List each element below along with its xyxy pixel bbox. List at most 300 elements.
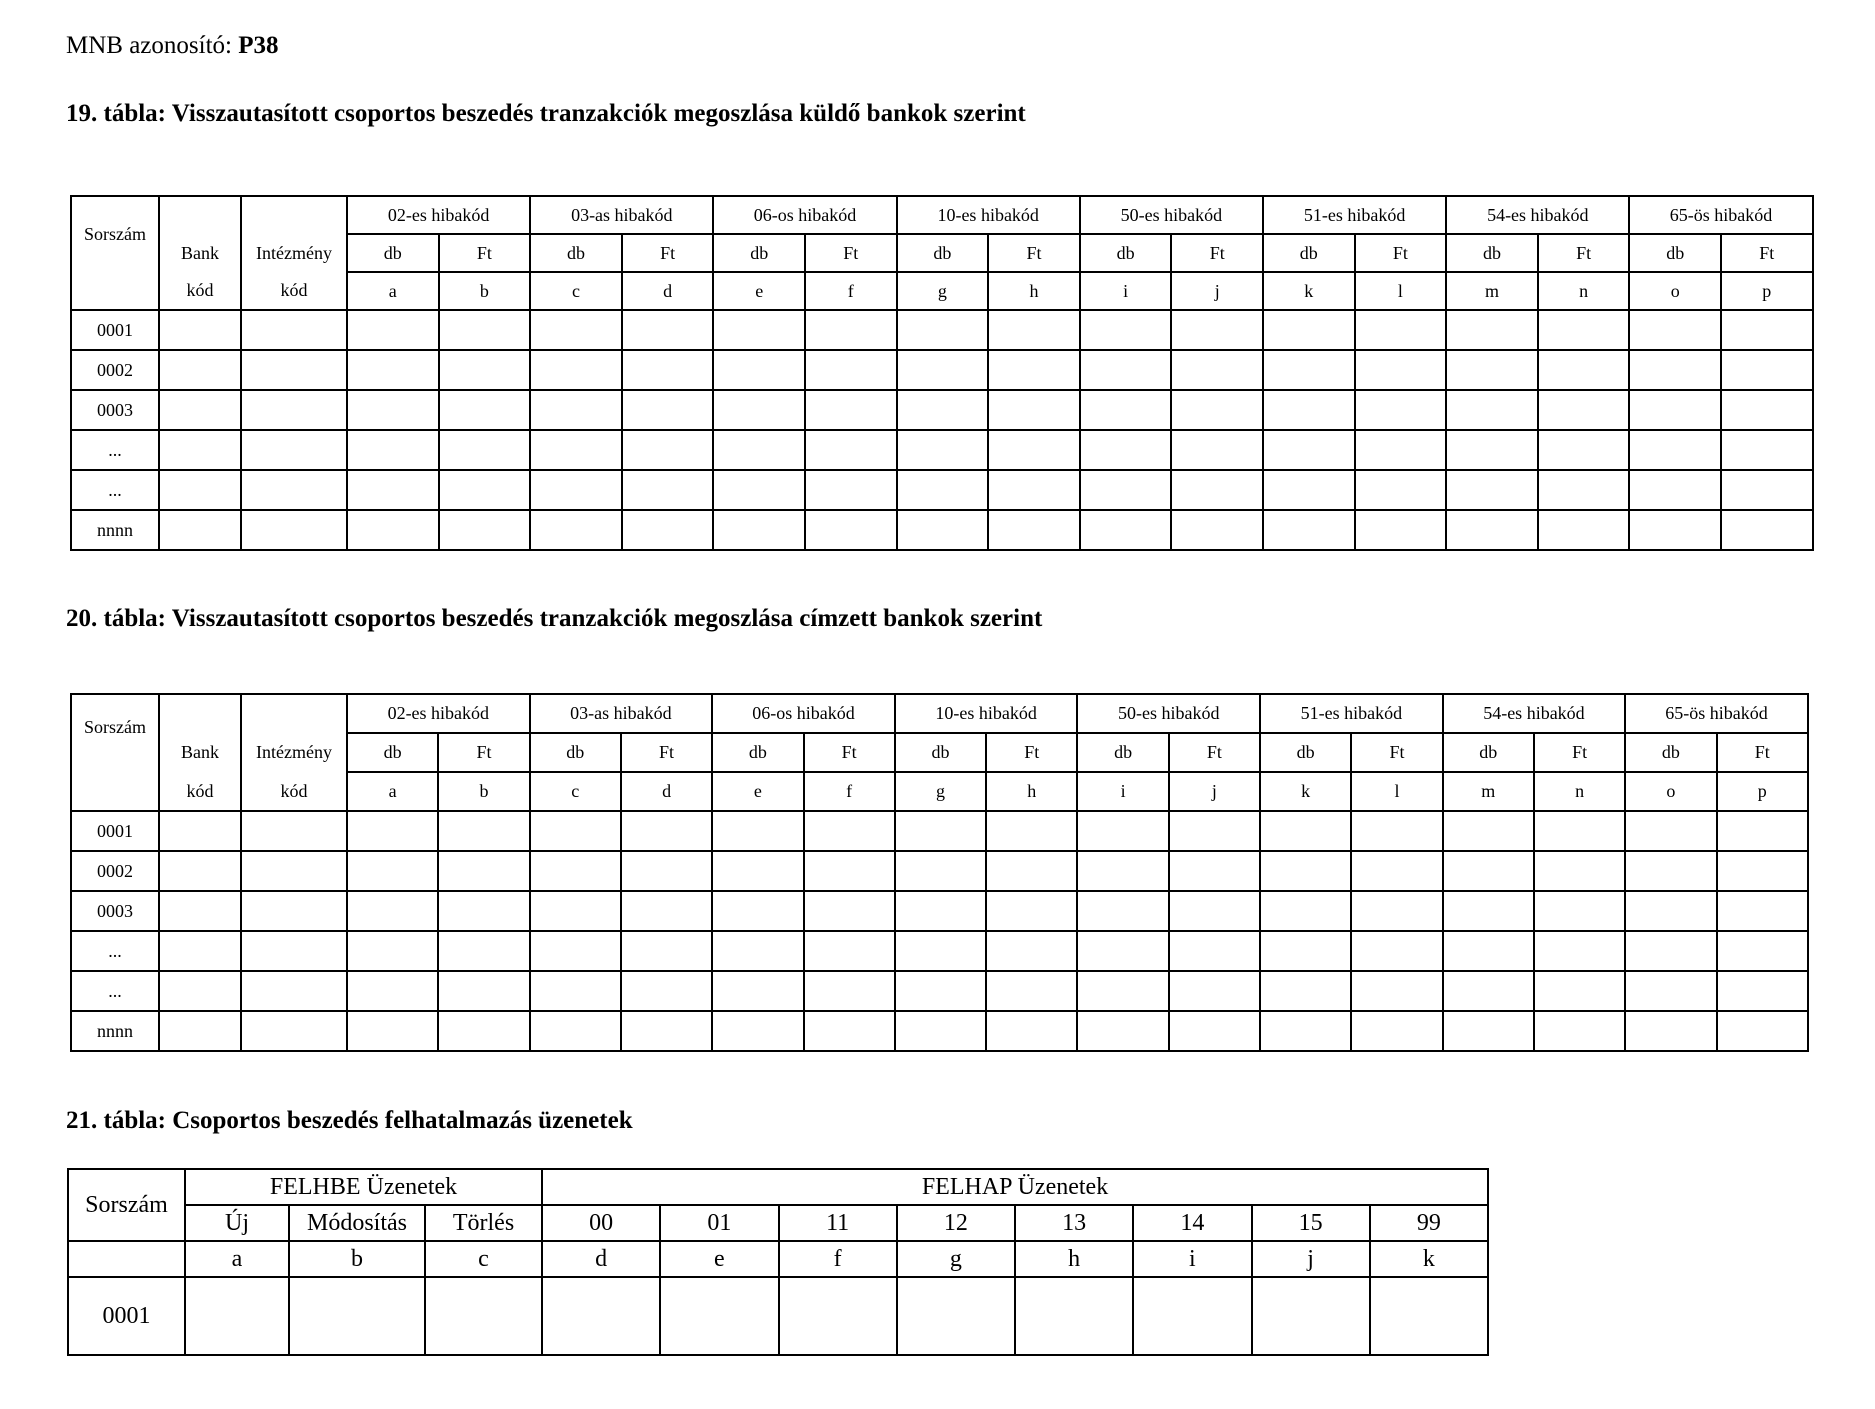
data-cell (159, 510, 241, 550)
data-cell (530, 510, 622, 550)
error-code-header: 65-ös hibakód (1629, 196, 1812, 234)
data-cell (1263, 310, 1355, 350)
data-cell (713, 390, 805, 430)
unit-db: db (712, 733, 803, 772)
unit-ft: Ft (804, 733, 895, 772)
data-cell (530, 390, 622, 430)
column-letter: p (1717, 772, 1808, 811)
column-letter: j (1169, 772, 1260, 811)
column-letter: o (1629, 272, 1721, 310)
data-cell (1080, 390, 1172, 430)
column-letter: i (1080, 272, 1172, 310)
data-cell (530, 891, 621, 931)
bank-kod-header: kód (159, 272, 241, 310)
header-row-groups (68, 1169, 1488, 1205)
column-letter: b (439, 272, 531, 310)
header-row-letters (71, 772, 1808, 811)
table-row (71, 310, 1813, 350)
felhbe-column: Törlés (425, 1205, 542, 1241)
unit-ft: Ft (1355, 234, 1447, 272)
data-cell (1260, 891, 1351, 931)
data-cell (185, 1277, 289, 1355)
unit-ft: Ft (988, 234, 1080, 272)
error-code-header: 06-os hibakód (712, 694, 895, 733)
data-cell (1717, 891, 1808, 931)
felhap-column: 00 (542, 1205, 660, 1241)
data-cell (621, 811, 712, 851)
column-letter: a (185, 1241, 289, 1277)
data-cell (347, 1011, 438, 1051)
unit-db: db (1446, 234, 1538, 272)
error-code-header: 06-os hibakód (713, 196, 896, 234)
data-cell (1717, 851, 1808, 891)
row-number: ... (71, 470, 159, 510)
data-cell (1169, 811, 1260, 851)
row-number: 0003 (71, 891, 159, 931)
felhbe-header: FELHBE Üzenetek (185, 1169, 542, 1205)
data-cell (347, 971, 438, 1011)
intezmeny-header: Intézmény (241, 234, 347, 272)
sorszam-header: Sorszám (71, 196, 159, 272)
data-cell (1080, 430, 1172, 470)
data-cell (712, 1011, 803, 1051)
unit-ft: Ft (1721, 234, 1813, 272)
data-cell (159, 310, 241, 350)
data-cell (1721, 430, 1813, 470)
data-cell (1629, 310, 1721, 350)
row-number: 0001 (68, 1277, 185, 1355)
data-cell (530, 971, 621, 1011)
table-21 (67, 1168, 1489, 1356)
error-code-header: 03-as hibakód (530, 196, 713, 234)
data-cell (1169, 891, 1260, 931)
data-cell (1169, 971, 1260, 1011)
data-cell (1080, 310, 1172, 350)
data-cell (241, 310, 347, 350)
row-number: nnnn (71, 1011, 159, 1051)
unit-db: db (1629, 234, 1721, 272)
column-letter: m (1443, 772, 1534, 811)
felhap-column: 99 (1370, 1205, 1488, 1241)
data-cell (1260, 971, 1351, 1011)
data-cell (347, 891, 438, 931)
data-cell (1443, 971, 1534, 1011)
data-cell (1015, 1277, 1133, 1355)
data-cell (895, 931, 986, 971)
data-cell (1538, 470, 1630, 510)
intezmeny-kod-header: kód (241, 272, 347, 310)
data-cell (712, 811, 803, 851)
data-cell (159, 891, 241, 931)
data-cell (439, 310, 531, 350)
data-cell (805, 430, 897, 470)
data-cell (1077, 851, 1168, 891)
data-cell (1355, 350, 1447, 390)
error-code-header: 51-es hibakód (1260, 694, 1443, 733)
data-cell (988, 310, 1080, 350)
header-row-letters (71, 272, 1813, 310)
data-cell (1446, 510, 1538, 550)
data-cell (1171, 350, 1263, 390)
data-cell (897, 350, 989, 390)
data-cell (1355, 390, 1447, 430)
data-cell (1717, 931, 1808, 971)
column-letter: e (660, 1241, 778, 1277)
data-cell (713, 350, 805, 390)
column-letter: g (897, 272, 989, 310)
data-cell (805, 470, 897, 510)
data-cell (241, 390, 347, 430)
error-code-header: 50-es hibakód (1077, 694, 1260, 733)
sorszam-header: Sorszám (68, 1169, 185, 1241)
data-cell (1629, 430, 1721, 470)
data-cell (1721, 310, 1813, 350)
data-cell (804, 891, 895, 931)
unit-db: db (1077, 733, 1168, 772)
unit-ft: Ft (1351, 733, 1442, 772)
data-cell (622, 470, 714, 510)
unit-db: db (347, 733, 438, 772)
sorszam-header-bottom (71, 272, 159, 310)
data-cell (622, 390, 714, 430)
data-cell (805, 390, 897, 430)
unit-ft: Ft (621, 733, 712, 772)
intezmeny-header-top (241, 694, 347, 733)
column-letter: j (1171, 272, 1263, 310)
data-cell (1534, 1011, 1625, 1051)
data-cell (1351, 811, 1442, 851)
data-cell (1721, 510, 1813, 550)
sorszam-letter-blank (68, 1241, 185, 1277)
felhbe-column: Új (185, 1205, 289, 1241)
column-letter: k (1263, 272, 1355, 310)
data-cell (621, 891, 712, 931)
mnb-code: P38 (238, 32, 279, 59)
data-cell (159, 1011, 241, 1051)
data-cell (897, 510, 989, 550)
bank-kod-header: kód (159, 772, 241, 811)
data-cell (1169, 1011, 1260, 1051)
data-cell (1538, 390, 1630, 430)
data-cell (241, 350, 347, 390)
data-cell (1171, 510, 1263, 550)
column-letter: l (1355, 272, 1447, 310)
column-letter: h (986, 772, 1077, 811)
data-cell (622, 510, 714, 550)
column-letter: f (804, 772, 895, 811)
data-cell (897, 310, 989, 350)
data-cell (530, 1011, 621, 1051)
data-cell (1538, 310, 1630, 350)
data-cell (1171, 310, 1263, 350)
table-row (71, 390, 1813, 430)
row-number: ... (71, 430, 159, 470)
data-cell (713, 310, 805, 350)
data-cell (1260, 851, 1351, 891)
error-code-header: 10-es hibakód (897, 196, 1080, 234)
table-row (71, 931, 1808, 971)
data-cell (1370, 1277, 1488, 1355)
table-row (71, 851, 1808, 891)
unit-db: db (1080, 234, 1172, 272)
bank-header-top (159, 196, 241, 234)
data-cell (241, 811, 347, 851)
data-cell (530, 430, 622, 470)
data-cell (347, 390, 439, 430)
unit-ft: Ft (805, 234, 897, 272)
unit-ft: Ft (1534, 733, 1625, 772)
data-cell (159, 350, 241, 390)
data-cell (660, 1277, 778, 1355)
unit-db: db (713, 234, 805, 272)
data-cell (1443, 851, 1534, 891)
table-row (71, 510, 1813, 550)
unit-db: db (1443, 733, 1534, 772)
data-cell (1351, 931, 1442, 971)
column-letter: i (1133, 1241, 1251, 1277)
data-cell (712, 891, 803, 931)
data-cell (988, 390, 1080, 430)
data-cell (1080, 470, 1172, 510)
column-letter: m (1446, 272, 1538, 310)
header-row-letters (68, 1241, 1488, 1277)
table-19 (70, 195, 1814, 551)
data-cell (804, 851, 895, 891)
data-cell (1446, 310, 1538, 350)
data-cell (438, 811, 529, 851)
data-cell (241, 931, 347, 971)
column-letter: i (1077, 772, 1168, 811)
column-letter: h (1015, 1241, 1133, 1277)
column-letter: a (347, 772, 438, 811)
column-letter: c (425, 1241, 542, 1277)
row-number: 0002 (71, 350, 159, 390)
data-cell (712, 851, 803, 891)
data-cell (1260, 931, 1351, 971)
data-cell (241, 971, 347, 1011)
data-cell (1077, 1011, 1168, 1051)
data-cell (897, 1277, 1015, 1355)
data-cell (530, 310, 622, 350)
row-number: 0002 (71, 851, 159, 891)
data-cell (1534, 851, 1625, 891)
data-cell (159, 811, 241, 851)
column-letter: b (289, 1241, 425, 1277)
data-cell (1351, 971, 1442, 1011)
unit-db: db (895, 733, 986, 772)
data-cell (347, 811, 438, 851)
column-letter: b (438, 772, 529, 811)
data-cell (1171, 390, 1263, 430)
data-cell (241, 470, 347, 510)
table-20 (70, 693, 1809, 1052)
data-cell (159, 851, 241, 891)
error-code-header: 50-es hibakód (1080, 196, 1263, 234)
data-cell (1538, 350, 1630, 390)
unit-db: db (530, 733, 621, 772)
data-cell (1169, 931, 1260, 971)
data-cell (897, 390, 989, 430)
data-cell (1629, 350, 1721, 390)
data-cell (1629, 510, 1721, 550)
data-cell (1355, 430, 1447, 470)
data-cell (1169, 851, 1260, 891)
mnb-label: MNB azonosító: (66, 32, 232, 59)
unit-db: db (897, 234, 989, 272)
data-cell (1260, 1011, 1351, 1051)
column-letter: n (1538, 272, 1630, 310)
data-cell (805, 310, 897, 350)
data-cell (713, 430, 805, 470)
data-cell (347, 310, 439, 350)
felhap-column: 11 (779, 1205, 897, 1241)
data-cell (895, 851, 986, 891)
column-letter: g (895, 772, 986, 811)
data-cell (159, 390, 241, 430)
data-cell (1077, 891, 1168, 931)
data-cell (1263, 350, 1355, 390)
unit-db: db (1260, 733, 1351, 772)
data-cell (622, 430, 714, 470)
data-cell (713, 470, 805, 510)
data-cell (713, 510, 805, 550)
data-cell (438, 891, 529, 931)
column-letter: f (779, 1241, 897, 1277)
data-cell (439, 430, 531, 470)
data-cell (530, 350, 622, 390)
data-cell (1263, 510, 1355, 550)
felhbe-column: Módosítás (289, 1205, 425, 1241)
data-cell (804, 1011, 895, 1051)
data-cell (530, 931, 621, 971)
column-letter: n (1534, 772, 1625, 811)
data-cell (347, 350, 439, 390)
data-cell (621, 1011, 712, 1051)
data-cell (986, 851, 1077, 891)
data-cell (159, 931, 241, 971)
error-code-header: 54-es hibakód (1446, 196, 1629, 234)
data-cell (804, 971, 895, 1011)
data-cell (1443, 811, 1534, 851)
data-cell (1534, 971, 1625, 1011)
data-cell (159, 971, 241, 1011)
data-cell (1534, 811, 1625, 851)
data-cell (1133, 1277, 1251, 1355)
data-cell (1721, 390, 1813, 430)
header-row-error-codes (71, 694, 1808, 733)
column-letter: k (1370, 1241, 1488, 1277)
data-cell (159, 470, 241, 510)
data-cell (347, 430, 439, 470)
unit-ft: Ft (622, 234, 714, 272)
data-cell (1351, 891, 1442, 931)
data-cell (1717, 811, 1808, 851)
data-cell (622, 310, 714, 350)
data-cell (1080, 350, 1172, 390)
table-row (71, 971, 1808, 1011)
row-number: 0001 (71, 310, 159, 350)
data-cell (1355, 510, 1447, 550)
data-cell (1625, 891, 1716, 931)
error-code-header: 10-es hibakód (895, 694, 1078, 733)
error-code-header: 65-ös hibakód (1625, 694, 1808, 733)
data-cell (439, 470, 531, 510)
data-cell (241, 1011, 347, 1051)
column-letter: a (347, 272, 439, 310)
data-cell (1538, 510, 1630, 550)
data-cell (1263, 470, 1355, 510)
data-cell (1625, 931, 1716, 971)
data-cell (347, 470, 439, 510)
data-cell (1446, 350, 1538, 390)
data-cell (988, 350, 1080, 390)
table-row (71, 1011, 1808, 1051)
data-cell (1263, 390, 1355, 430)
column-letter: o (1625, 772, 1716, 811)
header-row-error-codes (71, 196, 1813, 234)
data-cell (712, 971, 803, 1011)
data-cell (1077, 971, 1168, 1011)
data-cell (988, 430, 1080, 470)
unit-ft: Ft (1538, 234, 1630, 272)
data-cell (439, 350, 531, 390)
data-cell (988, 510, 1080, 550)
table-row (71, 891, 1808, 931)
data-cell (712, 931, 803, 971)
data-cell (1351, 1011, 1442, 1051)
data-cell (1171, 430, 1263, 470)
unit-db: db (347, 234, 439, 272)
data-cell (1443, 1011, 1534, 1051)
data-cell (347, 931, 438, 971)
data-cell (347, 510, 439, 550)
unit-db: db (530, 234, 622, 272)
bank-header: Bank (159, 234, 241, 272)
data-cell (779, 1277, 897, 1355)
data-cell (1538, 430, 1630, 470)
unit-ft: Ft (1171, 234, 1263, 272)
column-letter: k (1260, 772, 1351, 811)
column-letter: h (988, 272, 1080, 310)
data-cell (439, 510, 531, 550)
error-code-header: 02-es hibakód (347, 196, 530, 234)
data-cell (530, 470, 622, 510)
data-cell (1351, 851, 1442, 891)
sorszam-header: Sorszám (71, 694, 159, 811)
data-cell (542, 1277, 660, 1355)
table-row (71, 811, 1808, 851)
data-cell (425, 1277, 542, 1355)
data-cell (622, 350, 714, 390)
data-cell (621, 971, 712, 1011)
data-cell (241, 891, 347, 931)
error-code-header: 03-as hibakód (530, 694, 713, 733)
table19-title: 19. tábla: Visszautasított csoportos beszedés tranzakciók megoszlása küldő bankok szerint (66, 100, 1026, 127)
felhap-header: FELHAP Üzenetek (542, 1169, 1488, 1205)
column-letter: e (713, 272, 805, 310)
column-letter: d (542, 1241, 660, 1277)
unit-ft: Ft (1169, 733, 1260, 772)
mnb-identifier (66, 32, 279, 60)
bank-header-top (159, 694, 241, 733)
data-cell (347, 851, 438, 891)
intezmeny-kod-header: kód (241, 772, 347, 811)
data-cell (1446, 430, 1538, 470)
data-cell (241, 851, 347, 891)
data-cell (1443, 891, 1534, 931)
column-letter: e (712, 772, 803, 811)
row-number: ... (71, 931, 159, 971)
